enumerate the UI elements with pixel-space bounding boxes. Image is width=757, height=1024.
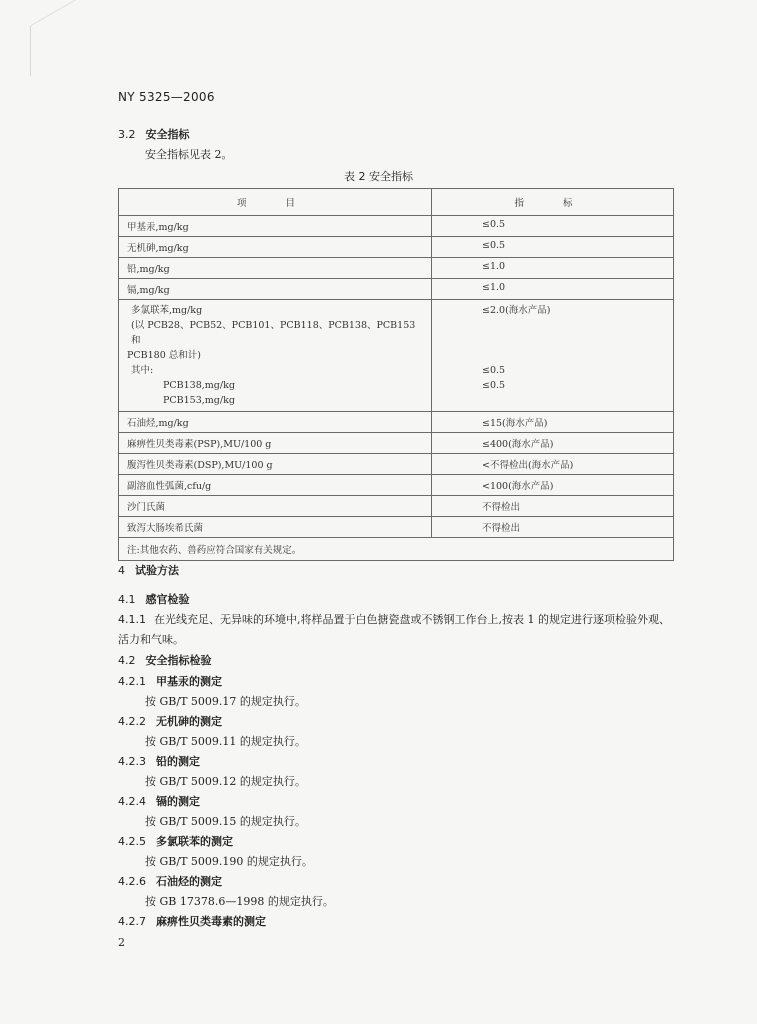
row-value: ≤400(海水产品) — [432, 433, 674, 454]
section-title: 安全指标检验 — [145, 654, 212, 667]
row-item: 沙门氏菌 — [119, 496, 432, 517]
pcb-line-1: 多氯联苯,mg/kg — [131, 305, 203, 316]
section-number: 4.2.1 — [118, 675, 146, 688]
subsection-heading — [118, 753, 200, 769]
section-number: 4.2.3 — [118, 755, 146, 768]
pcb-line-2: (以 PCB28、PCB52、PCB101、PCB118、PCB138、PCB153 和 — [131, 320, 416, 346]
section-number: 4.2.5 — [118, 835, 146, 848]
section-number: 4.1.1 — [118, 613, 146, 626]
section-title: 镉的测定 — [156, 795, 200, 808]
section-4-heading — [118, 562, 179, 578]
subsection-text: 按 GB 17378.6—1998 的规定执行。 — [145, 895, 334, 908]
pcb-sub-2: PCB153,mg/kg — [163, 395, 235, 406]
row-item-pcb — [119, 300, 432, 412]
subsection-text: 按 GB/T 5009.17 的规定执行。 — [145, 695, 306, 708]
subsection-heading — [118, 913, 266, 929]
section-3-2-text: 安全指标见表 2。 — [145, 148, 233, 161]
subsection-heading — [118, 793, 200, 809]
table-row — [119, 237, 674, 258]
section-title: 石油烃的测定 — [156, 875, 222, 888]
row-value: ≤15(海水产品) — [432, 412, 674, 433]
section-number: 4.2.2 — [118, 715, 146, 728]
row-item: 甲基汞,mg/kg — [119, 216, 432, 237]
pcb-sub-1: PCB138,mg/kg — [163, 380, 235, 391]
row-item: 致泻大肠埃希氏菌 — [119, 517, 432, 538]
table-row — [119, 412, 674, 433]
row-value: ≤0.5 — [432, 216, 674, 237]
row-item: 镉,mg/kg — [119, 279, 432, 300]
page-corner-fold — [30, 0, 91, 77]
row-item: 腹泻性贝类毒素(DSP),MU/100 g — [119, 454, 432, 475]
row-item: 无机砷,mg/kg — [119, 237, 432, 258]
row-value: 不得检出 — [432, 496, 674, 517]
pcb-value: ≤2.0(海水产品) — [482, 305, 551, 316]
row-item: 副溶血性弧菌,cfu/g — [119, 475, 432, 496]
section-title: 安全指标 — [145, 128, 190, 141]
section-number: 4.2.4 — [118, 795, 146, 808]
table-row — [119, 433, 674, 454]
section-3-2-heading — [118, 126, 190, 142]
subsection-text: 按 GB/T 5009.12 的规定执行。 — [145, 775, 306, 788]
pcb-line-4: 其中: — [131, 365, 154, 376]
table-row — [119, 216, 674, 237]
table-row — [119, 279, 674, 300]
section-4-1-heading — [118, 591, 190, 607]
pcb-sub-2-value: ≤0.5 — [482, 380, 506, 391]
subsection-heading — [118, 673, 222, 689]
row-value: ≤0.5 — [432, 237, 674, 258]
page-number: 2 — [118, 936, 125, 949]
section-title: 多氯联苯的测定 — [156, 835, 233, 848]
section-number: 4 — [118, 564, 125, 577]
header-item: 项 目 — [119, 189, 432, 216]
table-row — [119, 496, 674, 517]
table-caption: 表 2 安全指标 — [344, 170, 413, 183]
table-row — [119, 454, 674, 475]
section-number: 4.2 — [118, 654, 136, 667]
table-note: 注:其他农药、兽药应符合国家有关规定。 — [119, 538, 674, 561]
row-value-pcb — [432, 300, 674, 412]
section-title: 感官检验 — [145, 593, 190, 606]
paragraph-text: 在光线充足、无异味的环境中,将样品置于白色搪瓷盘或不锈钢工作台上,按表 1 的规定进行逐项检验外观、活力和气味。 — [118, 613, 670, 646]
section-number: 4.2.7 — [118, 915, 146, 928]
pcb-line-3: PCB180 总和计) — [127, 350, 202, 361]
table-row — [119, 517, 674, 538]
section-title: 麻痹性贝类毒素的测定 — [156, 915, 266, 928]
section-title: 铅的测定 — [156, 755, 200, 768]
subsection-text: 按 GB/T 5009.15 的规定执行。 — [145, 815, 306, 828]
table-row — [119, 475, 674, 496]
row-value: <不得检出(海水产品) — [432, 454, 674, 475]
section-number: 4.2.6 — [118, 875, 146, 888]
row-value: 不得检出 — [432, 517, 674, 538]
section-number: 3.2 — [118, 128, 136, 141]
table-row-pcb — [119, 300, 674, 412]
section-4-2-heading — [118, 652, 212, 668]
table-row — [119, 258, 674, 279]
row-item: 石油烃,mg/kg — [119, 412, 432, 433]
row-value: ≤1.0 — [432, 258, 674, 279]
table-header-row — [119, 189, 674, 216]
subsection-heading — [118, 873, 222, 889]
row-item: 铅,mg/kg — [119, 258, 432, 279]
header-indicator: 指 标 — [432, 189, 674, 216]
section-title: 无机砷的测定 — [156, 715, 222, 728]
section-4-1-1-paragraph — [118, 610, 674, 650]
row-item: 麻痹性贝类毒素(PSP),MU/100 g — [119, 433, 432, 454]
row-value: ≤1.0 — [432, 279, 674, 300]
table-note-row — [119, 538, 674, 561]
section-number: 4.1 — [118, 593, 136, 606]
subsection-text: 按 GB/T 5009.11 的规定执行。 — [145, 735, 306, 748]
safety-indicators-table — [118, 188, 674, 561]
standard-code: NY 5325—2006 — [118, 90, 215, 104]
row-value: <100(海水产品) — [432, 475, 674, 496]
subsection-heading — [118, 713, 222, 729]
section-title: 甲基汞的测定 — [156, 675, 222, 688]
subsection-heading — [118, 833, 233, 849]
pcb-sub-1-value: ≤0.5 — [482, 365, 506, 376]
subsection-text: 按 GB/T 5009.190 的规定执行。 — [145, 855, 313, 868]
section-title: 试验方法 — [135, 564, 179, 577]
